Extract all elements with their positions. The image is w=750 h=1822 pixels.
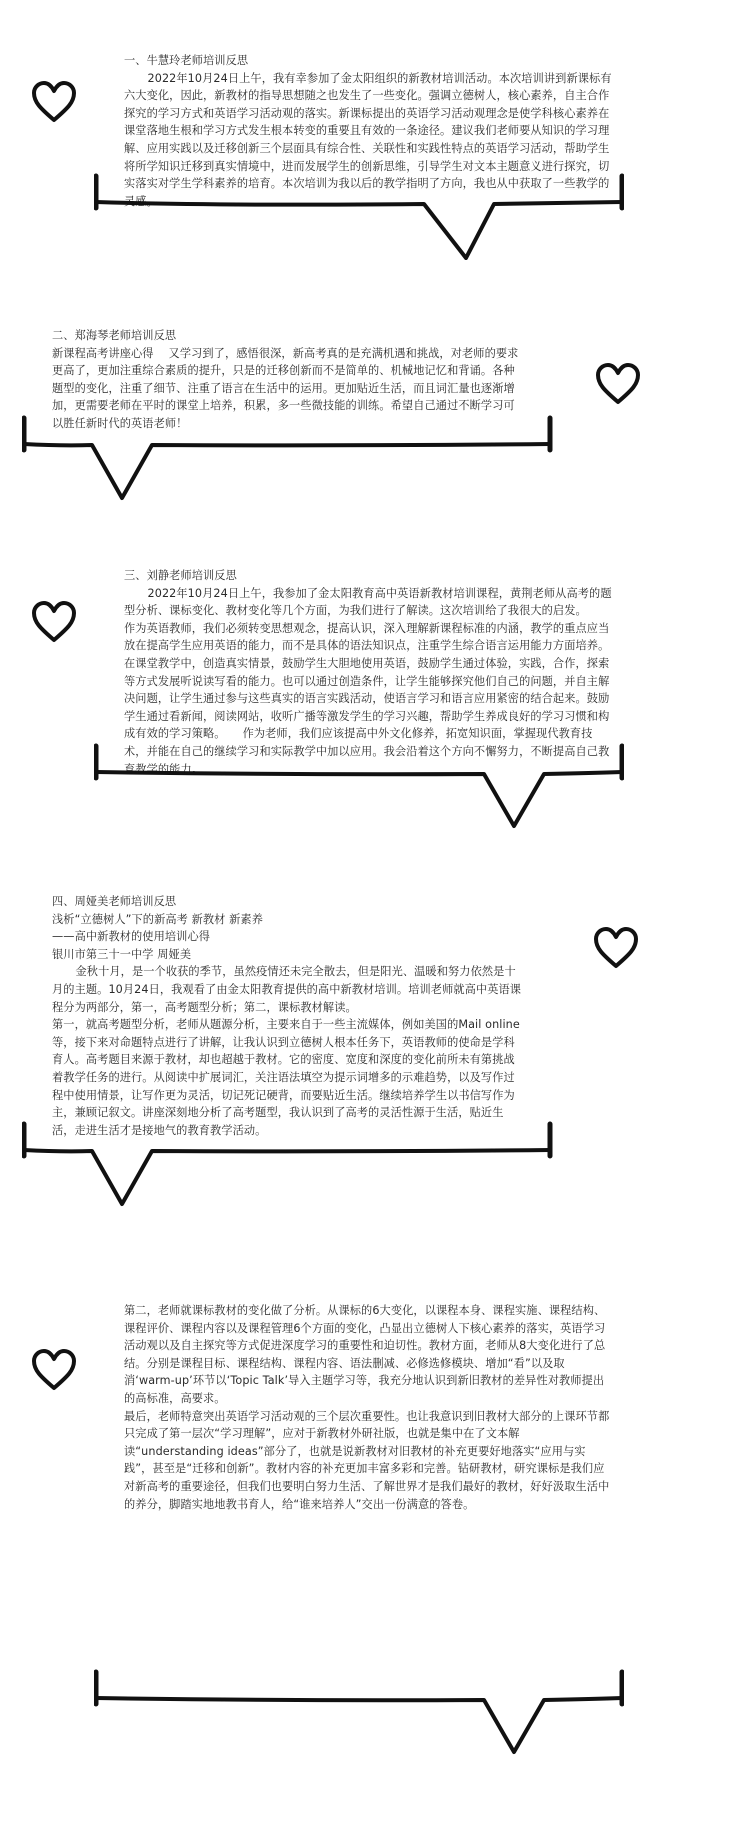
article-headline: 浅析“立德树人”下的新高考 新教材 新素养 [52,912,263,926]
section-title: 三、刘静老师培训反思 [124,569,237,582]
section-title: 一、牛慧玲老师培训反思 [124,54,249,67]
section-card [52,893,522,1139]
section-paragraph: 第二，老师就课标教材的变化做了分析。从课标的6大变化，以课程本身、课程实施、课程结构、课程评价、课程内容以及课程管理6个方面的变化，凸显出立德树人下核心素养的落实，英语学习活动观以及自主探究等方式促进深度学习的重要性和迫切性。教材方面，老师从8大变化进行了总结。分别是课程目标、课程结构、课程内容、语法删减、必修选修模块、增加“看”以及取消‘warm-up’环节以‘Topic Talk’导入主题学习等，我充分地认识到新旧教材的差异性对教师提出的高标准，高要求。 [124,1304,606,1405]
section-paragraph: 最后，老师特意突出英语学习活动观的三个层次重要性。也让我意识到旧教材大部分的上课环节都只完成了第一层次“学习理解”，应对于新教材外研社版，也就是集中在了文本解读“understanding ideas”部分了，也就是说新教材对旧教材的补充更要好地落实“应用与实践”，甚至是“迁移和创新”。教材内容的补充更加丰富多彩和完善。钻研教材，研究课标是我们应对新高考的重要途径，但我们也要明白努力生活、了解世界才是我们最好的教材，好好汲取生活中的养分，脚踏实地地教书育人，给“谁来培养人”交出一份满意的答卷。 [124,1409,610,1511]
section-paragraph: 2022年10月24日上午，我参加了金太阳教育高中英语新教材培训课程，黄荆老师从高考的题型分析、课标变化、教材变化等几个方面，为我们进行了解读。这次培训给了我很大的启发。 作为英语教师，我们必须转变思想观念，提高认识，深入理解新课程标准的内涵，教学的重点应当放在提高学生应用英语的能力，而不是具体的语法知识点，注重学生综合语言运用能力方面培养。在课堂教学中，创造真实情景，鼓励学生大胆地使用英语，鼓励学生通过体验，实践，合作，探索等方式发展听说读写看的能力。也可以通过创造条件，让学生能够探究他们自己的问题，并自主解决问题，让学生通过参与这些真实的语言实践活动，使语言学习和语言应用紧密的结合起来。鼓励学生通过看新闻，阅读网站，收听广播等激发学生的学习兴趣，帮助学生养成良好的学习习惯和构成有效的学习策略。 作为老师，我们应该提高中外文化修养，拓宽知识面，掌握现代教育技术，并能在自己的继续学习和实际教学中加以应用。我会沿着这个方向不懈努力，不断提高自己教育教学的能力。 [124,586,612,776]
speech-bubble-tail [22,1118,554,1208]
heart-icon [30,80,78,128]
speech-bubble-tail [94,1666,624,1756]
article-author: 银川市第三十一中学 周娅美 [52,947,192,961]
heart-icon [30,600,78,648]
section-paragraph: 新课程高考讲座心得 又学习到了，感悟很深，新高考真的是充满机遇和挑战，对老师的要求更高了，更加注重综合素质的提升，只是的迁移创新而不是简单的、机械地记忆和背诵。各种题型的变化，注重了细节、注重了语言在生活中的运用。更加贴近生活，而且词汇量也逐渐增加，更需要老师在平时的课堂上培养，积累，多一些微技能的训练。希望自己通过不断学习可以胜任新时代的英语老师！ [52,346,519,430]
heart-icon [30,1348,78,1396]
heart-icon [592,926,640,974]
speech-bubble-tail [94,740,624,830]
speech-bubble-tail [94,170,624,260]
section-title: 二、郑海琴老师培训反思 [52,329,177,342]
section-title: 四、周娅美老师培训反思 [52,895,177,908]
speech-bubble-tail [22,412,554,502]
article-subtitle: ——高中新教材的使用培训心得 [52,930,211,944]
section-paragraph: 2022年10月24日上午，我有幸参加了金太阳组织的新教材培训活动。本次培训讲到新课标有六大变化，因此，新教材的指导思想随之也发生了一些变化。强调立德树人，核心素养，自主合作探究的学习方式和英语学习活动观的落实。新课标提出的英语学习活动观理念是使学科核心素养在课堂落地生根和学习方式发生根本转变的重要且有效的一条途径。建议我们老师要从知识的学习理解、应用实践以及迁移创新三个层面具有综合性、关联性和实践性特点的英语学习活动，帮助学生将所学知识迁移到真实情境中，进而发展学生的创新思维，引导学生对文本主题意义进行探究，切实落实对学生学科素养的培育。本次培训为我以后的教学指明了方向，我也从中获取了一些教学的灵感。 [124,71,612,208]
section-paragraph: 金秋十月，是一个收获的季节，虽然疫情还未完全散去，但是阳光、温暖和努力依然是十月的主题。10月24日，我观看了由金太阳教育提供的高中新教材培训。培训老师就高中英语课程分为两部分，第一，高考题型分析；第二，课标教材解读。 [52,965,522,1014]
heart-icon [594,362,642,410]
section-paragraph: 第一，就高考题型分析，老师从题源分析，主要来自于一些主流媒体，例如美国的Mail online等，接下来对命题特点进行了讲解，让我认识到立德树人根本任务下，英语教师的使命是学科育人。高考题目来源于教材，却也超越于教材。它的密度、宽度和深度的变化前所未有第挑战着教学任务的进行。从阅读中扩展词汇，关注语法填空为提示词增多的示难趋势，以及写作过程中使用情景，让写作更为灵活，切记死记硬背，而要贴近生活。继续培养学生以书信写作为主，兼顾记叙文。讲座深刻地分析了高考题型，我认识到了高考的灵活性源于生活，贴近生活，走进生活才是接地气的教育教学活动。 [52,1018,520,1137]
section-card [124,1302,614,1513]
